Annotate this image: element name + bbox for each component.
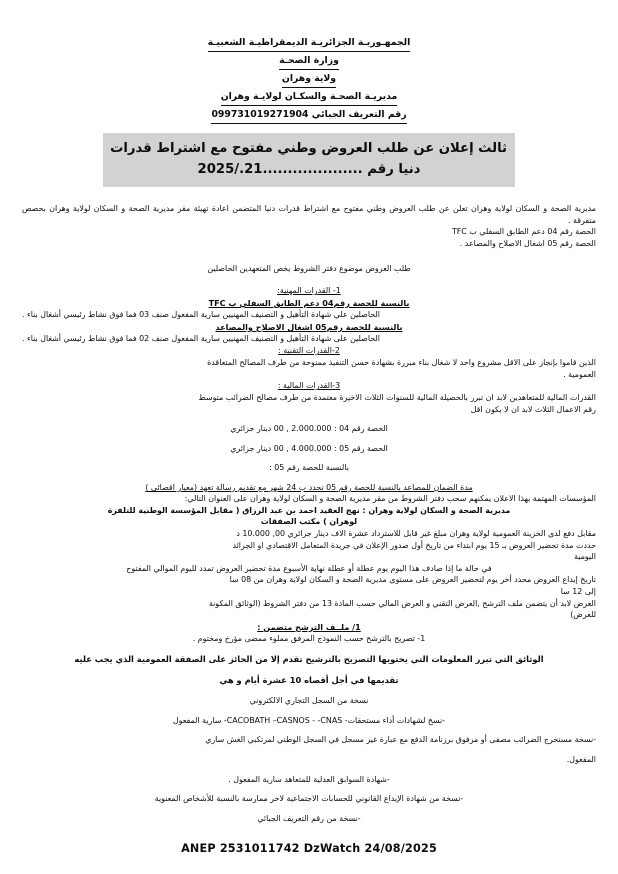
list-item: -نسخة من شهادة الإيداع القانوني للحسابات الاجتماعية لاخر ممارسة بالنسبة للأشخاص المعنوية [154,794,464,804]
intro-paragraph: مديرية الصحة و السكان لولاية وهران تعلن عن طلب العروض وطني مفتوح مع اشتراط قدرات دنيا المتضمن اعادة تهيئة مقر مديرية الصحة و السكان لولاية وهران بحصص متفرقة . [22,204,596,225]
holiday-line: في حالة ما إذا صادف هذا اليوم يوم عطلة أو عطلة نهاية الأسبوع مدة تحضير العروض تمدد لليوم الموالي المفتوح [126,563,492,573]
announcement-title-banner [103,133,515,187]
announcement-title-line-2: دنيا رقم ....................21./2025 [197,162,421,177]
lot-04-intro-line: الحصة رقم 04 دعم الطابق السفلي ب TFC [451,227,596,237]
withdraw-line: المؤسسات المهتمة بهذا الاعلان يمكنهم سحب دفتر الشروط من مقر مديرية الصحة و السكان لولاية وهران على العنوان التالي: [184,494,596,504]
letterhead [22,34,596,124]
offer-line-1: العرض لابد أن يتضمن ملف الترشح ,العرض التقني و العرض المالي حسب المادة 13 من دفتر الشروط (الوثائق المكونة [208,598,596,608]
section-2-heading: 2-القدرات التقنية : [278,345,340,355]
list-item: -شهادة السوابق العدلية للمتعاهد سارية المفعول . [228,774,390,784]
document-footer [0,837,618,856]
bold-note-line-2: تقديمها في أجل أقصاه 10 عشرة أيام و هي [219,675,399,685]
section-3-text-line-1: القدرات المالية للمتعاهدين لابد ان تبرر بالحصيلة المالية للسنوات الثلاث الاخيرة معتمدة من طرف مصالح الضرائب متوسط [198,393,596,403]
lot-05-label: بالنسبة للحصة رقم 05 : [269,463,349,473]
deposit-line-1: تاريخ إيداع العروض محدد أخر يوم لتحضير العروض على مستوى مديرية الصحة و السكان لولاية وهران من 08 سا [229,575,596,585]
candidacy-file-heading: 1/ ملــف الترشح متضمن : [257,621,361,632]
section-1-lot-05-heading: بالنسبة للحصة رقم05 اشغال الاصلاح والمصاعد [215,321,403,332]
deadline-line-1: حددت مدة تحضير العروض بـ 15 يوم ابتداء من تاريخ أول صدور الإعلان في جريدة المتعامل الاقتصادي او الجرائد [232,540,596,550]
letterhead-line-republic: الجمهـوريـة الجزائريـة الديمقراطيـة الشعبيـة [22,34,596,52]
list-item: -نسخة من رقم التعريف الجبائي [257,814,361,824]
letterhead-line-directorate: مديريـة الصحـة والسكـان لولايـة وهران [22,88,596,106]
amount-lot-04: الحصة رقم 04 : 2.000.000 , 00 دينار جزائري [230,424,388,434]
amount-lot-05: الحصة رقم 05 : 4.000.000 , 00 دينار جزائري [230,443,388,453]
document-body [22,203,596,825]
address-line-1: مديرية الصحة و السكان لولاية وهران : نهج العقيد احمد بن عبد الرزاق ( مقابل المؤسسة الوطنية للتلفزة [107,505,511,515]
letterhead-line-fiscal-id: رقم التعريف الجبائي 099731019271904 [22,106,596,124]
address-line-2: لوهران ) مكتب الصفقات [260,517,358,527]
deposit-line-2: إلى 12 سا [560,587,596,597]
section-3-heading: 3-القدرات المالية : [277,381,341,391]
guarantee-line: مدة الضمان للمصاعد بالنسبة للحصة رقم 05 تحدد ب 24 شهر مع تقديم رسالة تعهد (معيار اقصائي ) [145,482,473,492]
bold-note-line-1: الوثائق التي تبرر المعلومات التي يحتويها التصريح بالترشيح تقدم إلا من الحائز على الصفقة العمومية الذي يجب عليه [74,654,544,665]
scope-note: طلب العروض موضوع دفتر الشروط يخص المتعهدين الحاصلين [207,264,411,274]
section-1-lot-05-text: الحاصلين على شهادة التأهيل و التصنيف المهنيين سارية المفعول صنف 02 فما فوق نشاط رئيسي أشغال بناء . [22,334,380,344]
candidacy-item-1: 1- تصريح بالترشح حسب النموذج المرفق مملوء ممضى مؤرخ ومختوم . [192,634,426,644]
section-2-text-line-2: العمومية . [563,369,596,379]
list-item: نسخة من السجل التجاري الالكتروني [249,695,369,705]
anep-reference: ANEP 2531011742 DzWatch 24/08/2025 [181,842,437,855]
list-item: -نسخة مستخرج الضرائب مصفى أو مرفوق برزنامة الدفع مع عبارة غير مسجل في السجل الوطني لمرتكبي الغش ساري [205,735,596,745]
fee-line: مقابل دفع لدى الخزينة العمومية لولاية وهران مبلغ غير قابل للاسترداد عشرة الاف دينار جزائري 00, 10.000 د [236,529,596,539]
deadline-line-2: اليومية [574,552,596,562]
letterhead-line-ministry: وزارة الصحـة [22,52,596,70]
list-item: -نسخ لشهادات أداء مستحقات- CACOBATH –CASNOS - -CNAS- سارية المفعول [172,715,446,725]
section-1-lot-04-heading: بالنسبة للحصة رقم04 دعم الطابق السفلي ب TFC [208,297,410,308]
letterhead-line-wilaya: ولاية وهران [22,70,596,88]
section-2-text-line-1: الذين قاموا بإنجاز على الاقل مشروع واحد لا شغال بناء مبررة بشهادة حسن التنفيذ ممنوحة من طرف المصالح المتعاقدة [207,357,596,367]
announcement-title-line-1: ثالث إعلان عن طلب العروض وطني مفتوح مع اشتراط قدرات [110,141,507,156]
section-3-text-line-2: رقم الاعمال الثلاث لابد ان لا يكون اقل [470,404,596,414]
lot-05-intro-line: الحصة رقم 05 اشغال الاصلاح والمصاعد . [459,238,596,248]
section-1-heading: 1- القدرات المهنية: [277,285,341,295]
offer-line-2: للعرض) [570,610,596,620]
list-item-continuation: المفعول. [566,754,596,764]
section-1-lot-04-text: الحاصلين علي شهادة التأهيل و التصنيف المهنيين سارية المفعول صنف 03 فما فوق نشاط رئيسي أشغال بناء . [22,310,380,320]
